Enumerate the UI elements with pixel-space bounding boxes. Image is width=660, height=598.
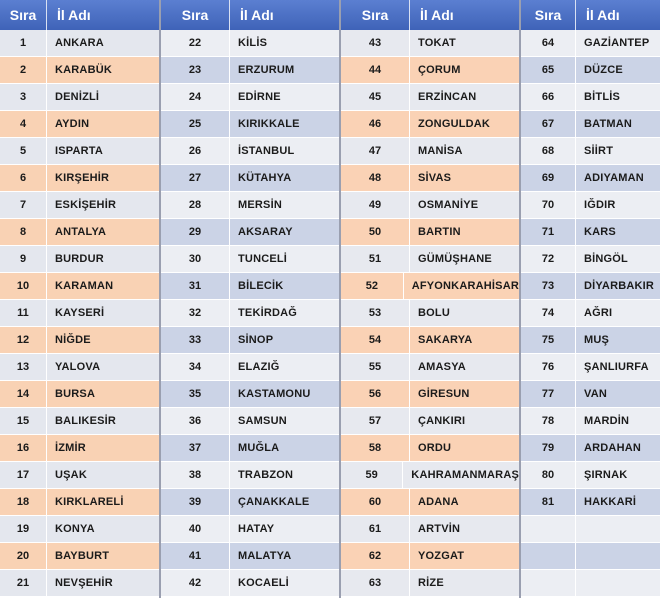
rank-cell: 55 [341, 354, 410, 380]
table-row [0, 30, 159, 57]
rank-cell: 22 [161, 30, 230, 56]
rank-cell: 60 [341, 489, 410, 515]
city-name-cell: NİĞDE [55, 334, 91, 346]
rank-cell: 21 [0, 570, 47, 596]
rank-cell: 13 [0, 354, 47, 380]
city-name-cell: KIRŞEHİR [55, 172, 110, 184]
table-row [0, 543, 159, 570]
city-name-cell: İZMİR [55, 442, 86, 454]
rank-cell: 70 [521, 192, 576, 218]
table-row [521, 192, 660, 219]
table-row [161, 354, 339, 381]
table-row [341, 435, 519, 462]
table-row [0, 192, 159, 219]
rank-cell: 3 [0, 84, 47, 110]
city-name-cell: TEKİRDAĞ [238, 307, 298, 319]
city-name-cell: YALOVA [55, 361, 101, 373]
table-row [161, 219, 339, 246]
table-row [341, 84, 519, 111]
rank-cell: 48 [341, 165, 410, 191]
rank-cell: 71 [521, 219, 576, 245]
table-row [521, 516, 660, 543]
header-il-adi: İl Adı [240, 7, 274, 23]
rank-cell: 15 [0, 408, 47, 434]
table-row [521, 489, 660, 516]
city-name-cell: KİLİS [238, 37, 268, 49]
city-name-cell: NEVŞEHİR [55, 577, 113, 589]
table-row [0, 300, 159, 327]
table-row [521, 30, 660, 57]
city-name-cell: ÇANKIRI [418, 415, 466, 427]
table-header [161, 0, 339, 30]
table-row [521, 408, 660, 435]
header-sira: Sıra [521, 0, 576, 30]
rank-cell: 19 [0, 516, 47, 542]
table-row [0, 165, 159, 192]
city-name-cell: ESKİŞEHİR [55, 199, 117, 211]
table-row [0, 57, 159, 84]
table-row [341, 408, 519, 435]
city-name-cell: KIRKLARELİ [55, 496, 124, 508]
rank-cell: 74 [521, 300, 576, 326]
city-name-cell: VAN [584, 388, 608, 400]
city-name-cell: YOZGAT [418, 550, 465, 562]
table-row [521, 570, 660, 597]
rank-cell: 40 [161, 516, 230, 542]
table-row [521, 246, 660, 273]
table-row [341, 30, 519, 57]
table-row [341, 165, 519, 192]
city-name-cell: ORDU [418, 442, 452, 454]
city-name-cell: KAYSERİ [55, 307, 105, 319]
header-il-adi: İl Adı [586, 7, 620, 23]
table-row [341, 354, 519, 381]
table-row [0, 138, 159, 165]
rank-cell: 57 [341, 408, 410, 434]
table-row [341, 192, 519, 219]
table-row [161, 543, 339, 570]
rank-cell [521, 543, 576, 569]
city-name-cell: ÇANAKKALE [238, 496, 310, 508]
table-header [341, 0, 519, 30]
city-name-cell: DÜZCE [584, 64, 623, 76]
rank-cell: 44 [341, 57, 410, 83]
city-name-cell: SİNOP [238, 334, 274, 346]
rank-cell: 37 [161, 435, 230, 461]
city-name-cell [576, 543, 584, 569]
city-name-cell: AKSARAY [238, 226, 293, 238]
city-name-cell: ERZİNCAN [418, 91, 477, 103]
table-row [521, 57, 660, 84]
rank-cell [521, 570, 576, 596]
rank-cell: 11 [0, 300, 47, 326]
rank-cell: 32 [161, 300, 230, 326]
header-sira: Sıra [341, 0, 410, 30]
city-name-cell: TUNCELİ [238, 253, 288, 265]
rank-cell: 2 [0, 57, 47, 83]
table-row [0, 354, 159, 381]
table-rows [341, 30, 519, 597]
table-row [161, 192, 339, 219]
city-name-cell: İSTANBUL [238, 145, 295, 157]
table-row [161, 84, 339, 111]
header-il-adi: İl Adı [57, 7, 91, 23]
table-row [341, 489, 519, 516]
rank-cell: 23 [161, 57, 230, 83]
rank-cell: 27 [161, 165, 230, 191]
rank-cell: 6 [0, 165, 47, 191]
rank-cell: 63 [341, 570, 410, 596]
city-name-cell: BURSA [55, 388, 96, 400]
city-name-cell: BİTLİS [584, 91, 621, 103]
city-name-cell: SAKARYA [418, 334, 473, 346]
rank-cell: 51 [341, 246, 410, 272]
city-name-cell: DİYARBAKIR [584, 280, 655, 292]
table-block-4 [521, 0, 660, 598]
table-row [0, 111, 159, 138]
city-name-cell: TOKAT [418, 37, 456, 49]
table-row [161, 138, 339, 165]
rank-cell: 67 [521, 111, 576, 137]
rank-cell: 14 [0, 381, 47, 407]
city-name-cell: ISPARTA [55, 145, 104, 157]
city-name-cell: DENİZLİ [55, 91, 100, 103]
table-row [521, 354, 660, 381]
table-row [521, 165, 660, 192]
table-row [161, 489, 339, 516]
table-row [521, 462, 660, 489]
table-row [161, 246, 339, 273]
rank-cell: 66 [521, 84, 576, 110]
rank-cell: 77 [521, 381, 576, 407]
rank-cell: 1 [0, 30, 47, 56]
rank-cell: 33 [161, 327, 230, 353]
table-row [341, 300, 519, 327]
table-row [341, 273, 519, 300]
rank-cell: 5 [0, 138, 47, 164]
rank-cell: 18 [0, 489, 47, 515]
table-row [161, 435, 339, 462]
table-row [161, 408, 339, 435]
table-row [161, 273, 339, 300]
table-row [161, 516, 339, 543]
rank-cell: 56 [341, 381, 410, 407]
city-name-cell: KONYA [55, 523, 95, 535]
rank-cell: 73 [521, 273, 576, 299]
table-row [341, 570, 519, 597]
rank-cell: 41 [161, 543, 230, 569]
city-name-cell [576, 570, 584, 596]
table-row [161, 57, 339, 84]
table-row [161, 111, 339, 138]
city-name-cell: EDİRNE [238, 91, 281, 103]
table-row [0, 381, 159, 408]
table-row [341, 111, 519, 138]
table-row [0, 435, 159, 462]
rank-cell: 59 [341, 462, 403, 488]
rank-cell: 53 [341, 300, 410, 326]
table-row [0, 273, 159, 300]
table-row [161, 300, 339, 327]
city-name-cell: OSMANİYE [418, 199, 479, 211]
table-row [161, 381, 339, 408]
city-name-cell: MUŞ [584, 334, 610, 346]
header-sira: Sıra [161, 0, 230, 30]
city-name-cell: KARAMAN [55, 280, 114, 292]
city-name-cell: ERZURUM [238, 64, 295, 76]
city-name-cell: IĞDIR [584, 199, 616, 211]
rank-cell: 69 [521, 165, 576, 191]
city-name-cell: AĞRI [584, 307, 613, 319]
city-name-cell: KIRIKKALE [238, 118, 300, 130]
rank-cell: 16 [0, 435, 47, 461]
table-rows [0, 30, 159, 597]
city-name-cell: ÇORUM [418, 64, 461, 76]
rank-cell: 7 [0, 192, 47, 218]
rank-cell: 42 [161, 570, 230, 596]
city-name-cell: ELAZIĞ [238, 361, 280, 373]
table-row [341, 138, 519, 165]
city-name-cell: BALIKESİR [55, 415, 117, 427]
rank-cell: 72 [521, 246, 576, 272]
city-name-cell: SİVAS [418, 172, 452, 184]
city-name-cell: BURDUR [55, 253, 104, 265]
rank-cell: 29 [161, 219, 230, 245]
table-row [521, 84, 660, 111]
rank-cell: 26 [161, 138, 230, 164]
city-name-cell: ANKARA [55, 37, 104, 49]
city-name-cell: KOCAELİ [238, 577, 289, 589]
city-name-cell: HATAY [238, 523, 275, 535]
header-sira: Sıra [0, 0, 47, 30]
rank-cell: 65 [521, 57, 576, 83]
table-row [521, 273, 660, 300]
city-name-cell: ARTVİN [418, 523, 461, 535]
rank-cell: 81 [521, 489, 576, 515]
header-il-adi: İl Adı [420, 7, 454, 23]
city-name-cell: KÜTAHYA [238, 172, 292, 184]
city-name-cell: ADIYAMAN [584, 172, 644, 184]
rank-cell: 49 [341, 192, 410, 218]
rank-cell: 38 [161, 462, 230, 488]
rank-cell: 76 [521, 354, 576, 380]
table-row [341, 327, 519, 354]
table-row [341, 246, 519, 273]
rank-cell: 79 [521, 435, 576, 461]
table-row [0, 84, 159, 111]
city-name-cell: AMASYA [418, 361, 466, 373]
rank-cell [521, 516, 576, 542]
city-name-cell: MALATYA [238, 550, 292, 562]
table-row [0, 327, 159, 354]
city-name-cell: HAKKARİ [584, 496, 637, 508]
table-row [0, 219, 159, 246]
rank-cell: 34 [161, 354, 230, 380]
table-row [341, 516, 519, 543]
table-row [0, 516, 159, 543]
city-name-cell: MUĞLA [238, 442, 280, 454]
table-block-2 [161, 0, 341, 598]
rank-cell: 17 [0, 462, 47, 488]
rank-cell: 9 [0, 246, 47, 272]
table-row [161, 30, 339, 57]
city-name-cell: KARS [584, 226, 616, 238]
city-name-cell: GÜMÜŞHANE [418, 253, 492, 265]
rank-cell: 58 [341, 435, 410, 461]
city-name-cell: SAMSUN [238, 415, 287, 427]
table-header [0, 0, 159, 30]
city-name-cell: ANTALYA [55, 226, 107, 238]
city-name-cell: KASTAMONU [238, 388, 311, 400]
rank-cell: 30 [161, 246, 230, 272]
city-name-cell: KARABÜK [55, 64, 113, 76]
city-name-cell: SİİRT [584, 145, 614, 157]
city-name-cell: AFYONKARAHİSAR [411, 280, 519, 292]
rank-cell: 62 [341, 543, 410, 569]
table-row [161, 327, 339, 354]
table-block-3 [341, 0, 521, 598]
table-row [161, 165, 339, 192]
city-name-cell: KAHRAMANMARAŞ [411, 469, 519, 481]
city-name-cell: MANİSA [418, 145, 463, 157]
city-name-cell: ADANA [418, 496, 459, 508]
city-name-cell: AYDIN [55, 118, 90, 130]
city-name-cell: MERSİN [238, 199, 282, 211]
table-row [341, 543, 519, 570]
city-name-cell: ZONGULDAK [418, 118, 491, 130]
rank-cell: 75 [521, 327, 576, 353]
table-row [341, 219, 519, 246]
table-row [341, 57, 519, 84]
table-row [161, 462, 339, 489]
city-name-cell [576, 516, 584, 542]
city-name-cell: BİNGÖL [584, 253, 628, 265]
rank-cell: 46 [341, 111, 410, 137]
rank-cell: 36 [161, 408, 230, 434]
rank-cell: 28 [161, 192, 230, 218]
table-row [0, 570, 159, 597]
table-row [341, 381, 519, 408]
table-row [521, 219, 660, 246]
rank-cell: 80 [521, 462, 576, 488]
rank-cell: 20 [0, 543, 47, 569]
table-row [521, 111, 660, 138]
rank-cell: 43 [341, 30, 410, 56]
rank-cell: 10 [0, 273, 47, 299]
table-row [521, 381, 660, 408]
rank-cell: 52 [341, 273, 404, 299]
city-name-cell: BATMAN [584, 118, 633, 130]
city-name-cell: UŞAK [55, 469, 87, 481]
city-name-cell: BİLECİK [238, 280, 284, 292]
table-row [161, 570, 339, 597]
rank-cell: 45 [341, 84, 410, 110]
table-row [0, 246, 159, 273]
rank-cell: 64 [521, 30, 576, 56]
city-name-cell: ARDAHAN [584, 442, 642, 454]
city-name-cell: BAYBURT [55, 550, 110, 562]
rank-cell: 35 [161, 381, 230, 407]
table-row [521, 300, 660, 327]
table-row [0, 489, 159, 516]
rank-cell: 25 [161, 111, 230, 137]
table-row [521, 543, 660, 570]
rank-cell: 54 [341, 327, 410, 353]
table-rows [161, 30, 339, 597]
rank-cell: 68 [521, 138, 576, 164]
city-name-cell: MARDİN [584, 415, 630, 427]
city-name-cell: ŞANLIURFA [584, 361, 649, 373]
city-name-cell: GİRESUN [418, 388, 470, 400]
city-name-cell: RİZE [418, 577, 444, 589]
city-name-cell: GAZİANTEP [584, 37, 650, 49]
table-row [341, 462, 519, 489]
table-row [0, 462, 159, 489]
table-block-1 [0, 0, 161, 598]
rank-cell: 61 [341, 516, 410, 542]
table-row [521, 435, 660, 462]
table-row [521, 138, 660, 165]
table-header [521, 0, 660, 30]
city-name-cell: BOLU [418, 307, 450, 319]
table-row [521, 327, 660, 354]
rank-cell: 31 [161, 273, 230, 299]
rank-cell: 39 [161, 489, 230, 515]
rank-cell: 47 [341, 138, 410, 164]
table-row [0, 408, 159, 435]
rank-cell: 4 [0, 111, 47, 137]
city-name-cell: BARTIN [418, 226, 461, 238]
city-name-cell: TRABZON [238, 469, 294, 481]
rank-cell: 24 [161, 84, 230, 110]
rank-cell: 8 [0, 219, 47, 245]
table-rows [521, 30, 660, 597]
rank-cell: 78 [521, 408, 576, 434]
rank-cell: 50 [341, 219, 410, 245]
rank-cell: 12 [0, 327, 47, 353]
city-name-cell: ŞIRNAK [584, 469, 628, 481]
